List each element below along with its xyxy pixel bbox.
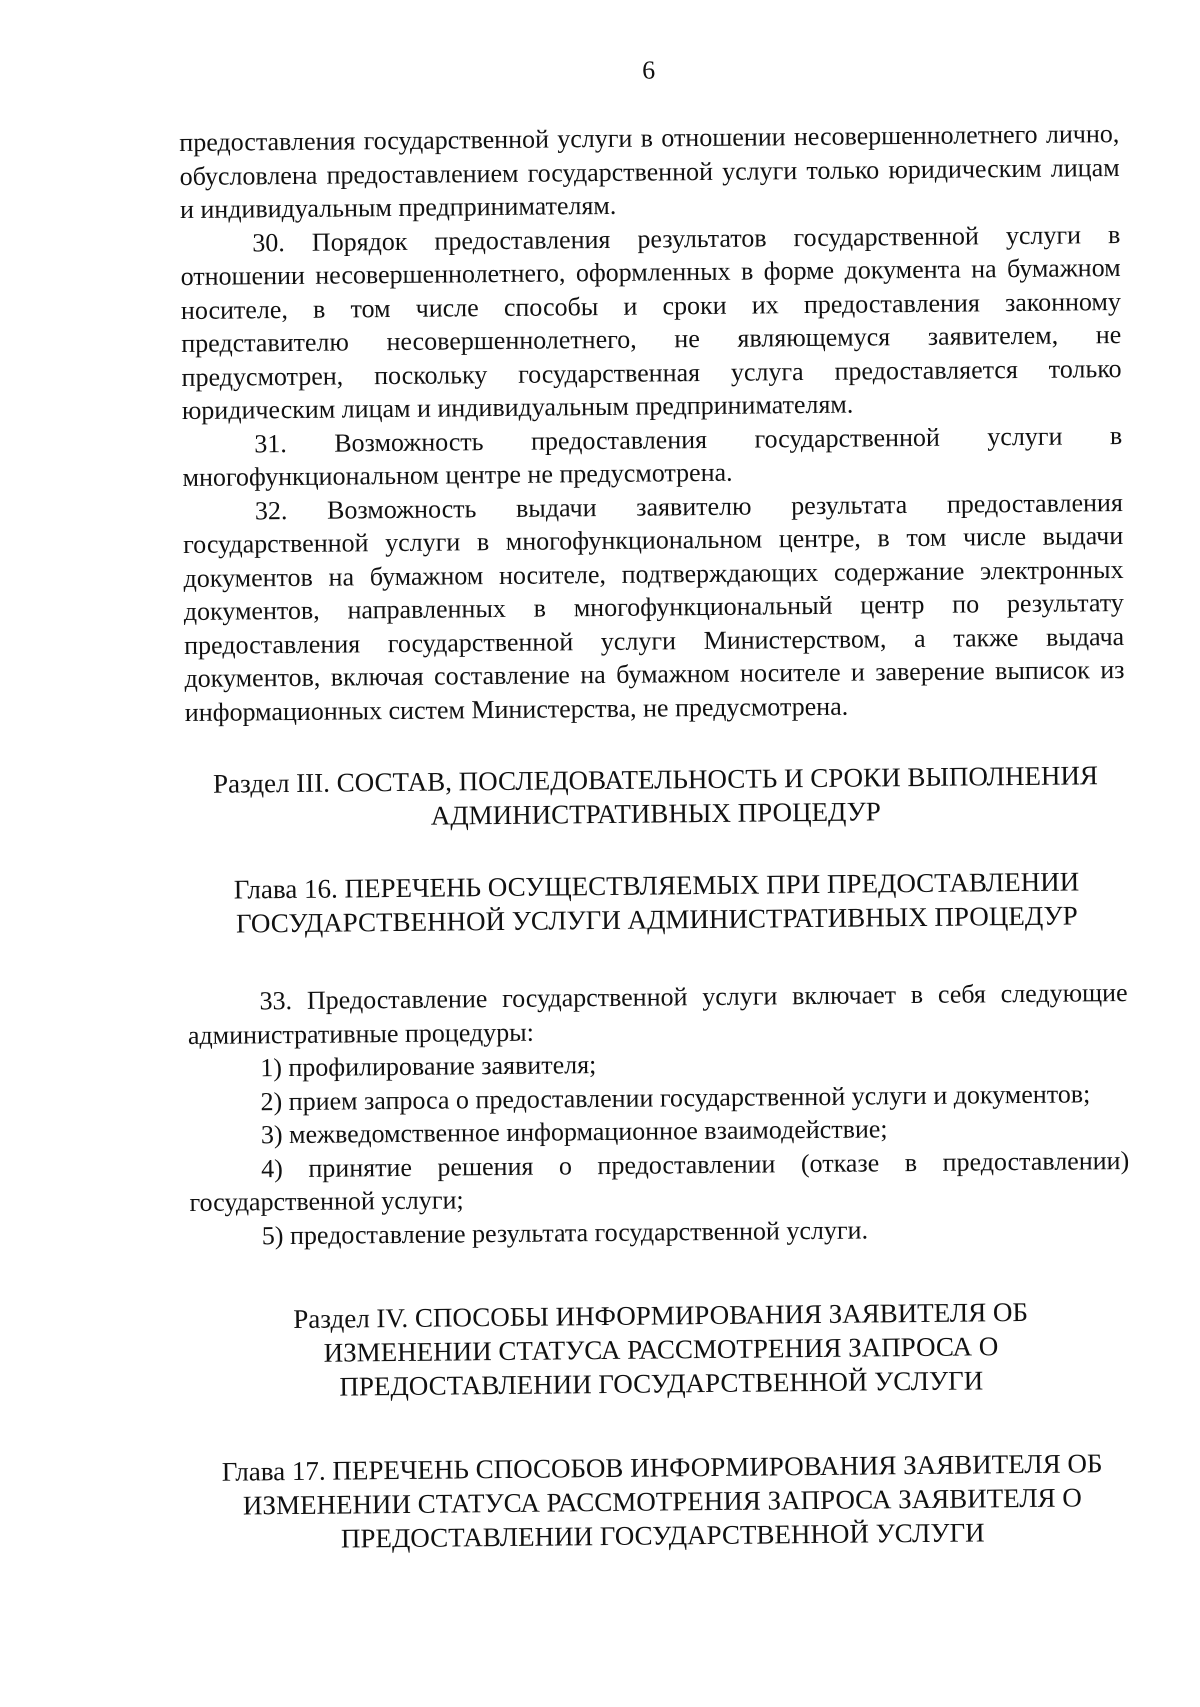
intro-fragment: предоставления государственной услуги в отношении несовершеннолетнего лично, обусловлена предоставлением государственной услуги только юридическим лицам и индивидуальным предпринимателям.	[179, 119, 1120, 225]
chapter-17-heading-line: ПРЕДОСТАВЛЕНИИ ГОСУДАРСТВЕННОЙ УСЛУГИ	[340, 1517, 985, 1554]
chapter-17-heading-line: Глава 17. ПЕРЕЧЕНЬ СПОСОБОВ ИНФОРМИРОВАНИЯ ЗАЯВИТЕЛЯ ОБ	[221, 1448, 1103, 1487]
procedure-item-4: 4) принятие решения о предоставлении (отказе в предоставлении) государственной услуги;	[189, 1145, 1130, 1217]
section-3-heading	[185, 758, 1126, 835]
paragraph-33-lead: 33. Предоставление государственной услуги включает в себя следующие административные процедуры:	[187, 977, 1128, 1050]
chapter-17-heading	[192, 1446, 1133, 1557]
chapter-16-heading-line: Глава 16. ПЕРЕЧЕНЬ ОСУЩЕСТВЛЯЕМЫХ ПРИ ПРЕДОСТАВЛЕНИИ	[233, 866, 1080, 905]
paragraph-30: 30. Порядок предоставления результатов государственной услуги в отношении несовершеннолетнего, оформленных в форме документа на бумажном носителе, в том числе способы и сроки их предоставления законному представителю несовершеннолетнего, не являющемуся заявителем, не предусмотрен, поскольку государственная услуга предоставляется только юридическим лицам и индивидуальным предпринимателям.	[180, 219, 1122, 426]
chapter-17-heading-line: ИЗМЕНЕНИИ СТАТУСА РАССМОТРЕНИЯ ЗАПРОСА ЗАЯВИТЕЛЯ О	[242, 1482, 1082, 1521]
section-4-heading-line: ПРЕДОСТАВЛЕНИИ ГОСУДАРСТВЕННОЙ УСЛУГИ	[339, 1365, 984, 1402]
procedure-item-5: 5) предоставление результата государственной услуги.	[261, 1214, 869, 1250]
chapter-16-heading-line: ГОСУДАРСТВЕННОЙ УСЛУГИ АДМИНИСТРАТИВНЫХ ПРОЦЕДУР	[235, 900, 1078, 939]
procedure-item-2: 2) прием запроса о предоставлении государственной услуги и документов;	[260, 1078, 1091, 1116]
section-3-heading-line: Раздел III. СОСТАВ, ПОСЛЕДОВАТЕЛЬНОСТЬ И СРОКИ ВЫПОЛНЕНИЯ	[212, 760, 1099, 799]
page-number: 6	[642, 55, 656, 85]
section-3-heading-line: АДМИНИСТРАТИВНЫХ ПРОЦЕДУР	[430, 796, 882, 831]
procedure-item-1: 1) профилирование заявителя;	[260, 1050, 597, 1083]
paragraph-32: 32. Возможность выдачи заявителю результата предоставления государственной услуги в многофункциональном центре, в том числе выдачи документов на бумажном носителе, подтверждающих содержание электронных документов, направленных в многофункциональный центр по результату предоставления государственной услуги Министерством, а также выдача документов, включая составление на бумажном носителе и заверение выписок из информационных систем Министерства, не предусмотрена.	[183, 487, 1125, 727]
section-4-heading-line: ИЗМЕНЕНИИ СТАТУСА РАССМОТРЕНИЯ ЗАПРОСА О	[323, 1331, 999, 1368]
paragraph-31: 31. Возможность предоставления государственной услуги в многофункциональном центре не предусмотрена.	[182, 420, 1123, 493]
chapter-16-heading	[186, 864, 1127, 941]
section-4-heading-line: Раздел IV. СПОСОБЫ ИНФОРМИРОВАНИЯ ЗАЯВИТЕЛЯ ОБ	[293, 1296, 1029, 1335]
procedure-item-3: 3) межведомственное информационное взаимодействие;	[260, 1114, 888, 1150]
section-4-heading	[190, 1294, 1131, 1405]
